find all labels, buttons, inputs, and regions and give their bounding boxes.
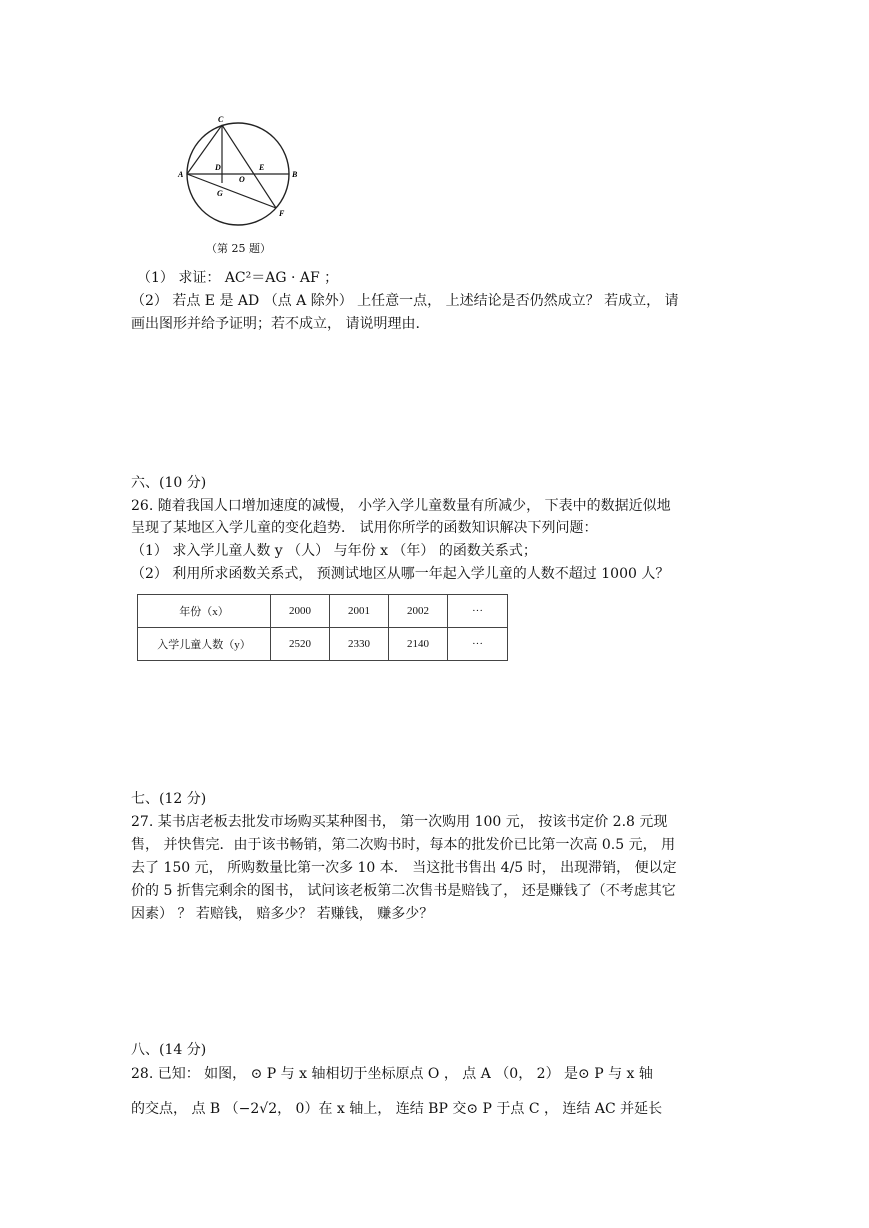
geometry-figure [165, 112, 311, 228]
table-header-year: 年份（x） [138, 595, 271, 628]
q26-line3: （1） 求入学儿童人数 y （人） 与年份 x （年） 的函数关系式； [131, 543, 537, 559]
section-7-heading: 七、(12 分) [131, 791, 207, 807]
q25-part1-text: 求证： AC²＝AG · AF ； [178, 270, 339, 286]
label-a: A [178, 170, 184, 179]
q27-line5: 因素） ？ 若赔钱， 赔多少？ 若赚钱， 赚多少？ [131, 906, 434, 922]
q27-line1: 27. 某书店老板去批发市场购买某种图书， 第一次购用 100 元， 按该书定价 2.8 元现 [131, 814, 668, 830]
table-cell: 2002 [389, 595, 448, 628]
chord-af [187, 174, 276, 208]
table-cell: 2140 [389, 628, 448, 661]
q25-part1-num: （1） [137, 270, 174, 286]
table-cell: ··· [448, 628, 508, 661]
label-o: O [239, 175, 245, 184]
table-row [138, 595, 508, 628]
label-d: D [215, 163, 221, 172]
q26-line2: 呈现了某地区入学儿童的变化趋势． 试用你所学的函数知识解决下列问题： [131, 520, 598, 536]
table-header-children: 入学儿童人数（y） [138, 628, 271, 661]
table-cell: 2520 [271, 628, 330, 661]
q27-line4: 价的 5 折售完剩余的图书， 试问该老板第二次售书是赔钱了， 还是赚钱了（不考虑其它 [131, 883, 676, 899]
q27-line2: 售， 并快售完．由于该书畅销，第二次购书时，每本的批发价已比第一次高 0.5 元， 用 [131, 837, 676, 853]
figure-caption: （第 25 题） [206, 242, 271, 255]
label-f: F [279, 209, 285, 218]
q25-part1 [137, 268, 338, 288]
table-cell: 2000 [271, 595, 330, 628]
q28-line2: 的交点， 点 B （−2√2， 0）在 x 轴上， 连结 BP 交⊙ P 于点 C ， 连结 AC 并延长 [131, 1101, 663, 1117]
table-row [138, 628, 508, 661]
section-8-heading: 八、(14 分) [131, 1042, 207, 1058]
q28-line1: 28. 已知： 如图， ⊙ P 与 x 轴相切于坐标原点 O ， 点 A （0， 2） 是⊙ P 与 x 轴 [131, 1066, 653, 1082]
table-cell: ··· [448, 595, 508, 628]
label-e: E [259, 163, 265, 172]
table-cell: 2330 [330, 628, 389, 661]
label-g: G [217, 189, 223, 198]
q25-part2-line2: 画出图形并给予证明；若不成立， 请说明理由. [131, 316, 420, 332]
data-table [137, 594, 508, 661]
q25-part2-line1: （2） 若点 E 是 AD （点 A 除外） 上任意一点， 上述结论是否仍然成立？ 若成立， 请 [131, 293, 679, 309]
q26-line1: 26. 随着我国人口增加速度的减慢， 小学入学儿童数量有所减少， 下表中的数据近似地 [131, 498, 671, 514]
label-b: B [292, 170, 298, 179]
table-cell: 2001 [330, 595, 389, 628]
label-c: C [218, 115, 224, 124]
section-6-heading: 六、(10 分) [131, 475, 207, 491]
chord-cf [222, 125, 276, 208]
q27-line3: 去了 150 元， 所购数量比第一次多 10 本． 当这批书售出 4/5 时， 出现滞销， 便以定 [131, 860, 677, 876]
q26-line4: （2） 利用所求函数关系式， 预测试地区从哪一年起入学儿童的人数不超过 1000 人？ [131, 566, 670, 582]
